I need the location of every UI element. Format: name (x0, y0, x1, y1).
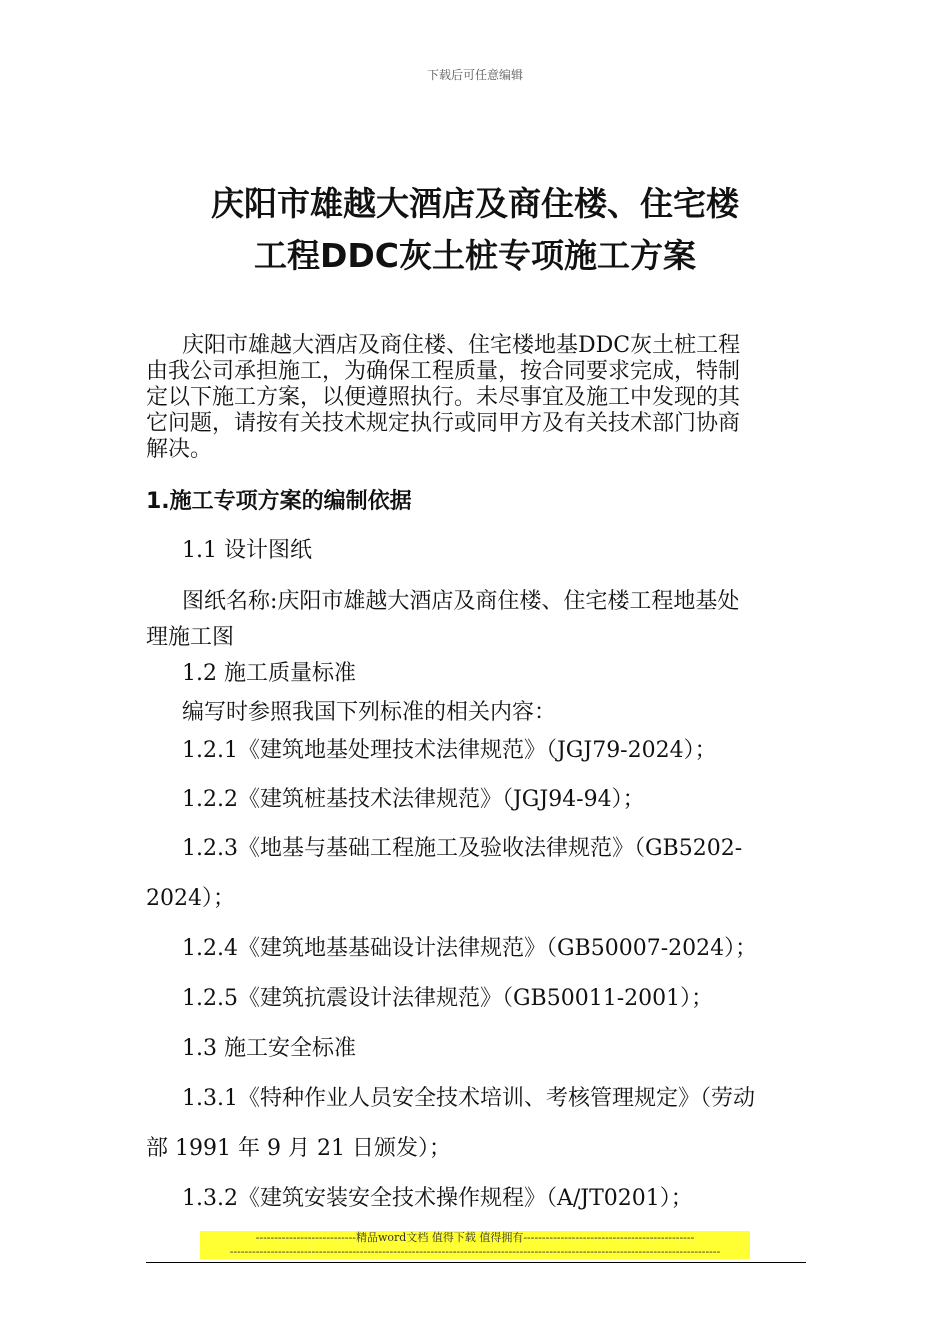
intro-line: 解决。 (146, 437, 213, 462)
drawing-name-line-2: 理施工图 (146, 625, 235, 650)
title-line-2: 工程DDC灰土桩专项施工方案 (253, 236, 696, 275)
intro-line: 它问题，请按有关技术规定执行或同甲方及有关技术部门协商 (146, 411, 741, 436)
footer-banner-line-1: ---------------------------精品word文档 值得下载 值得拥有---------------------------------------------- (255, 1231, 695, 1244)
footer-banner (200, 1231, 750, 1259)
document-title (0, 178, 950, 282)
footer-banner-line-2: ------------------------------------------------------------------------------------------------------------------------------------ (229, 1245, 721, 1258)
drawing-name-line-1: 图纸名称:庆阳市雄越大酒店及商住楼、住宅楼工程地基处 (182, 589, 740, 614)
subsection-1-2: 1.2 施工质量标准 (182, 661, 356, 686)
page-header: 下载后可任意编辑 (426, 68, 523, 82)
standard-1-2-5: 1.2.5《建筑抗震设计法律规范》（GB50011-2001）； (182, 986, 714, 1011)
intro-line: 定以下施工方案，以便遵照执行。未尽事宜及施工中发现的其 (146, 385, 741, 410)
standard-1-2-2: 1.2.2《建筑桩基技术法律规范》（JGJ94-94）； (182, 787, 645, 812)
intro-paragraph (146, 333, 806, 463)
title-line-1: 庆阳市雄越大酒店及商住楼、住宅楼 (211, 184, 739, 223)
section-heading-1: 1.施工专项方案的编制依据 (146, 489, 412, 514)
standard-1-2-4: 1.2.4《建筑地基基础设计法律规范》（GB50007-2024）； (182, 936, 758, 961)
standard-1-3-1-line-1: 1.3.1《特种作业人员安全技术培训、考核管理规定》（劳动 (182, 1086, 755, 1111)
subsection-1-3: 1.3 施工安全标准 (182, 1036, 356, 1061)
subsection-1-1: 1.1 设计图纸 (182, 538, 312, 563)
standard-1-2-1: 1.2.1《建筑地基处理技术法律规范》（JGJ79-2024）； (182, 738, 717, 763)
standards-intro: 编写时参照我国下列标准的相关内容： (182, 700, 557, 725)
footer-divider (146, 1262, 806, 1263)
intro-line: 由我公司承担施工，为确保工程质量，按合同要求完成，特制 (146, 359, 741, 384)
standard-1-2-3-line-1: 1.2.3《地基与基础工程施工及验收法律规范》（GB5202- (182, 836, 743, 861)
standard-1-3-1-line-2: 部 1991 年 9 月 21 日颁发）； (146, 1136, 451, 1161)
standard-1-3-2: 1.3.2《建筑安装安全技术操作规程》（A/JT0201）； (182, 1186, 693, 1211)
standard-1-2-3-line-2: 2024）； (146, 886, 235, 911)
intro-line: 庆阳市雄越大酒店及商住楼、住宅楼地基DDC灰土桩工程 (182, 333, 741, 358)
